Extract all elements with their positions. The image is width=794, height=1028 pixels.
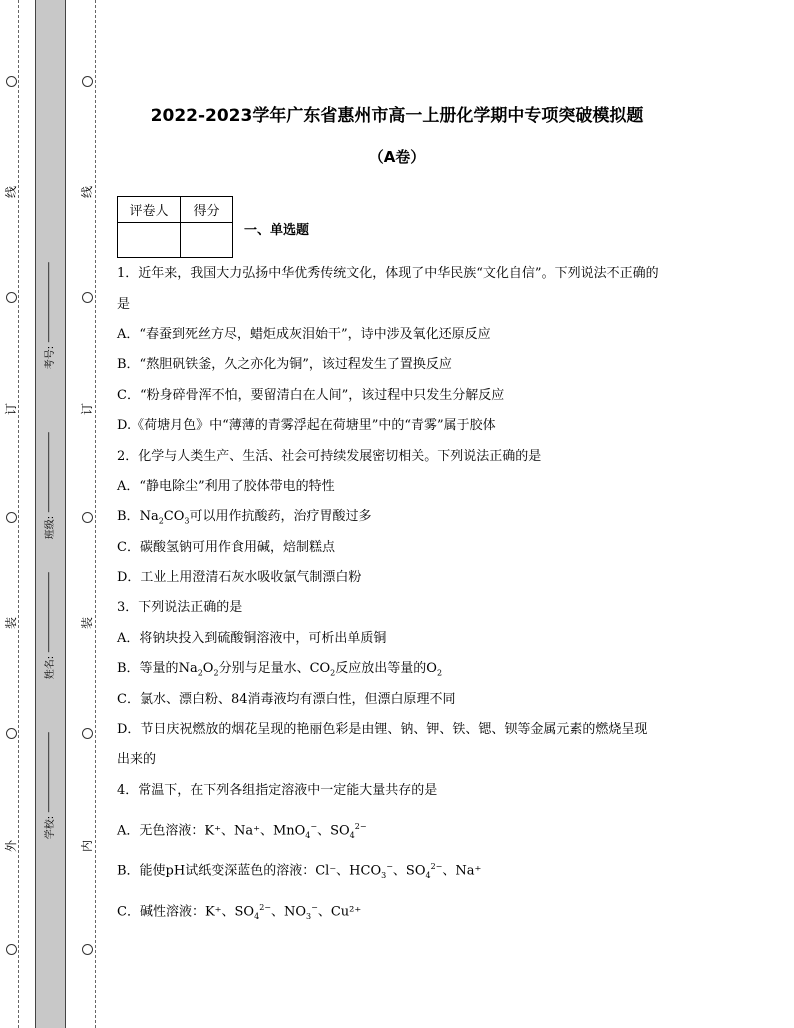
score-cell[interactable]	[181, 223, 233, 258]
option-line: D．工业上用澄清石灰水吸收氯气制漂白粉	[117, 570, 362, 585]
binding-hole	[82, 728, 93, 739]
binding-hole	[6, 292, 17, 303]
question-line: 1．近年来，我国大力弘扬中华优秀传统文化，体现了中华民族“文化自信”。下列说法不正确的	[117, 266, 659, 281]
option-line: C．“粉身碎骨浑不怕，要留清白在人间”，该过程中只发生分解反应	[117, 388, 505, 403]
grader-cell[interactable]	[118, 223, 181, 258]
binding-hole	[82, 76, 93, 87]
class-field[interactable]: 班级:	[38, 420, 60, 550]
page-title: 2022-2023学年广东省惠州市高一上册化学期中专项突破模拟题	[150, 106, 644, 126]
option-line: B．等量的$Na_2O_2$分别与足量水、$CO_2$反应放出等量的$O_2$	[117, 661, 443, 678]
binding-hole	[6, 944, 17, 955]
option-line: D.《荷塘月色》中“薄薄的青雾浮起在荷塘里”中的“青雾”属于胶体	[117, 418, 496, 433]
option-line: A．将钠块投入到硫酸铜溶液中，可析出单质铜	[117, 631, 387, 646]
option-line: A．“静电除尘”利用了胶体带电的特性	[117, 479, 335, 494]
grader-header: 评卷人	[118, 197, 181, 223]
option-line: B．$Na_2CO_3$可以用作抗酸药，治疗胃酸过多	[117, 509, 372, 526]
binding-hole	[6, 512, 17, 523]
section-heading: 一、单选题	[244, 223, 310, 238]
option-line: C．碱性溶液：K⁺、$SO_4^{2-}$、$NO_3^-$、Cu²⁺	[117, 903, 362, 921]
margin-char: 外	[4, 839, 19, 853]
margin-char: 装	[4, 616, 19, 630]
school-field[interactable]: 学校:	[38, 720, 60, 850]
option-line: 出来的	[117, 752, 157, 767]
question-line: 4．常温下，在下列各组指定溶液中一定能大量共存的是	[117, 783, 438, 798]
margin-char: 订	[80, 402, 95, 416]
margin-char: 内	[80, 839, 95, 853]
question-line: 2．化学与人类生产、生活、社会可持续发展密切相关。下列说法正确的是	[117, 449, 542, 464]
outer-cut-line	[18, 0, 19, 1028]
margin-char: 订	[4, 402, 19, 416]
inner-cut-line	[95, 0, 96, 1028]
margin-char: 线	[4, 185, 19, 199]
option-line: B．“熬胆矾铁釜，久之亦化为铜”，该过程发生了置换反应	[117, 357, 452, 372]
margin-char: 线	[80, 185, 95, 199]
binding-hole	[6, 728, 17, 739]
score-header: 得分	[181, 197, 233, 223]
exam-number-field[interactable]: 考号:	[38, 250, 60, 380]
option-line: A．无色溶液：K⁺、Na⁺、MnO$_4$−、$SO_4^{2-}$	[117, 822, 367, 840]
question-line: 3．下列说法正确的是	[117, 600, 243, 615]
margin-char: 装	[80, 616, 95, 630]
name-field[interactable]: 姓名:	[38, 560, 60, 690]
binding-hole	[82, 512, 93, 523]
option-line: A．“春蚕到死丝方尽，蜡炬成灰泪始干”，诗中涉及氧化还原反应	[117, 327, 491, 342]
binding-hole	[6, 76, 17, 87]
option-line: C．氯水、漂白粉、84消毒液均有漂白性，但漂白原理不同	[117, 692, 456, 707]
binding-hole	[82, 292, 93, 303]
option-line: B．能使pH试纸变深蓝色的溶液：Cl⁻、$HCO_3^-$、$SO_4^{2-}$、Na⁺	[117, 862, 482, 880]
binding-hole	[82, 944, 93, 955]
question-line: 是	[117, 297, 131, 312]
option-line: D．节日庆祝燃放的烟花呈现的艳丽色彩是由锂、钠、钾、铁、锶、钡等金属元素的燃烧呈现	[117, 722, 648, 737]
score-table	[117, 196, 233, 258]
page-subtitle: （A卷）	[368, 148, 426, 166]
option-line: C．碳酸氢钠可用作食用碱，焙制糕点	[117, 540, 335, 555]
